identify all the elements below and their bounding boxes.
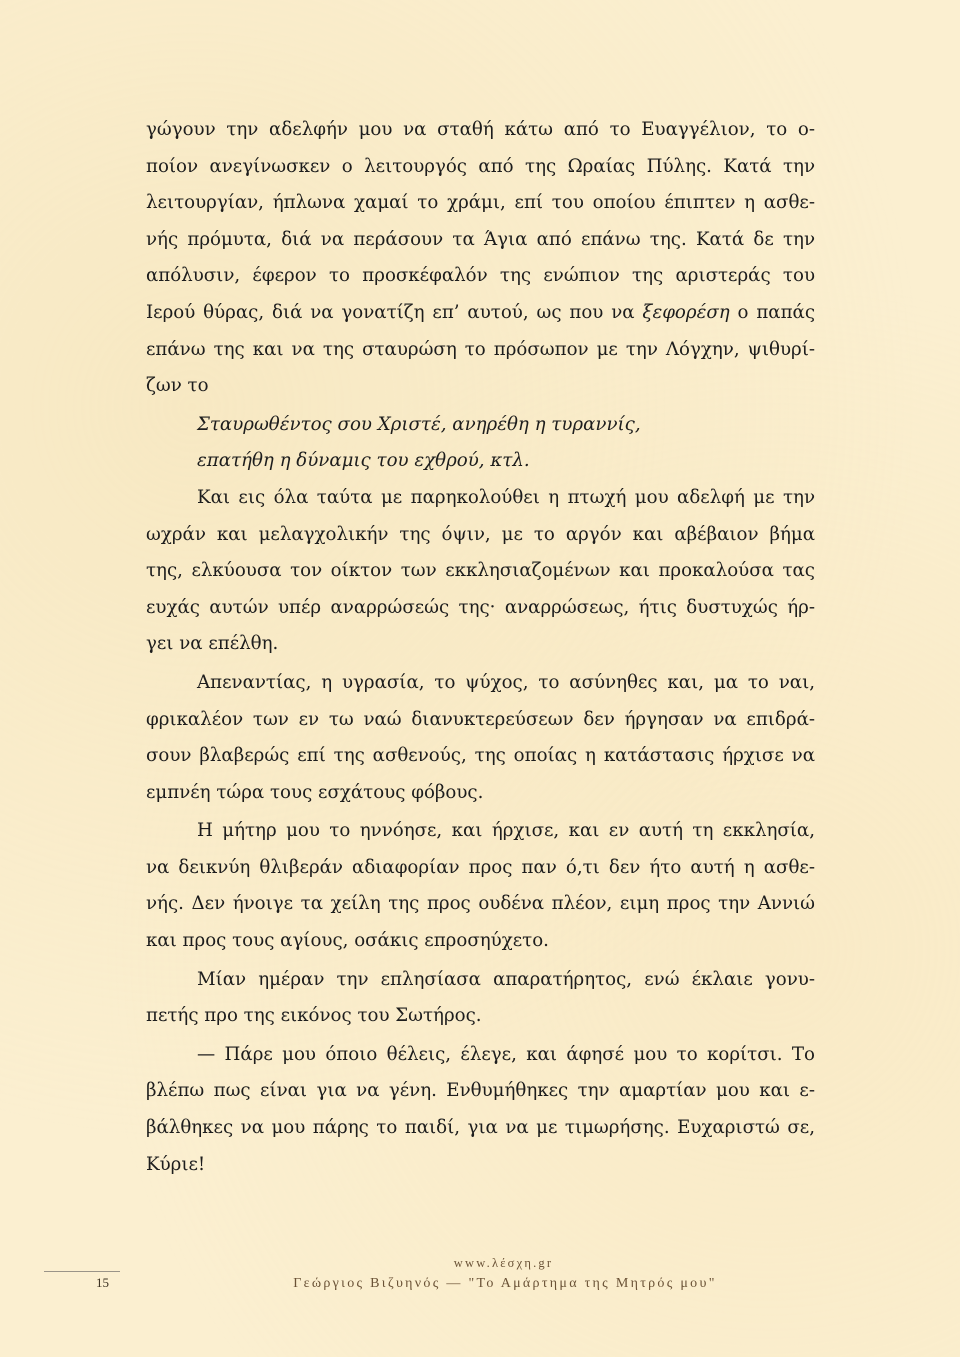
text-line: ωχράν και μελαγχολικήν της όψιν, με το αργόν και αβέβαιον βήμα [146,523,815,545]
text-line: απόλυσιν, έφερον το προσκέφαλόν της ενώπιον της αριστεράς του [146,265,815,287]
text-line: Η μήτηρ μου το ηννόησε, και ήρχισε, και εν αυτή τη εκκλησία, [197,820,815,842]
text-segment: ο παπάς [729,301,815,323]
text-line: νής. Δεν ήνοιγε τα χείλη της προς ουδένα πλέον, ειμη προς την Αννιώ [146,893,815,915]
page-number: 15 [96,1275,109,1290]
text-line: λειτουργίαν, ήπλωνα χαμαί το χράμι, επί του οποίου έπιπτεν η ασθε- [146,192,815,214]
text-line: της, ελκύουσα τον οίκτον των εκκλησιαζομένων και προκαλούσα τας [146,560,815,582]
text-line: Κύριε! [146,1153,206,1175]
paragraph-5 [146,962,815,1035]
footer-divider [44,1271,120,1272]
paragraph-3 [146,665,815,811]
paragraph-1 [146,112,815,405]
text-line: εμπνέη τώρα τους εσχάτους φόβους. [146,781,484,803]
quote-line: επατήθη η δύναμις του εχθρού, κτλ. [197,450,530,472]
text-segment: Ιερού θύρας, διά να γονατίζη επ’ αυτού, ως που να [146,301,643,323]
text-line: επάνω της και να της σταυρώση το πρόσωπον με την Λόγχην, ψιθυρί- [146,338,815,360]
text-line: πετής προ της εικόνος του Σωτήρος. [146,1005,482,1027]
text-line: ζων το [146,375,209,397]
emphasized-word: ξεφορέση [642,301,730,323]
text-line: Μίαν ημέραν την επλησίασα απαρατήρητος, ενώ έκλαιε γονυ- [197,968,815,990]
text-line: ποίον ανεγίνωσκεν ο λειτουργός από της Ωραίας Πύλης. Κατά την [146,155,815,177]
text-line: ευχάς αυτών υπέρ αναρρώσεώς της· αναρρώσεως, ήτις δυστυχώς ήρ- [146,596,815,618]
footer-website: www.λέσχη.gr [453,1256,554,1270]
text-line: γώγουν την αδελφήν μου να σταθή κάτω από το Ευαγγέλιον, το ο- [146,119,815,140]
text-line: — Πάρε μου όποιο θέλεις, έλεγε, και άφησέ μου το κορίτσι. Το [197,1043,815,1065]
paragraph-4 [146,813,815,959]
text-line: βλέπω πως είναι για να γένη. Ενθυμήθηκες την αμαρτίαν μου και ε- [146,1080,815,1102]
footer-book-title: Γεώργιος Βιζυηνός — "Το Αμάρτημα της Μητρός μου" [293,1276,717,1291]
text-line: και προς τους αγίους, οσάκις επροσηύχετο. [146,930,549,952]
liturgical-quote [146,407,815,480]
paragraph-6 [146,1037,815,1183]
text-line: γει να επέλθη. [146,633,279,655]
text-line: να δεικνύη θλιβεράν αδιαφορίαν προς παν ό,τι δεν ήτο αυτή η ασθε- [146,856,815,878]
text-line: νής πρόμυτα, διά να περάσουν τα Άγια από επάνω της. Κατά δε την [146,228,815,250]
text-line: Και εις όλα ταύτα με παρηκολούθει η πτωχή μου αδελφή με την [197,486,815,508]
page-body [146,112,815,1183]
text-line: φρικαλέον των εν τω ναώ διανυκτερεύσεων δεν ήργησαν να επιδρά- [146,708,815,730]
text-line: σουν βλαβερώς επί της ασθενούς, της οποίας η κατάστασις ήρχισε να [146,745,815,767]
text-line: Απεναντίας, η υγρασία, το ψύχος, το ασύνηθες και, μα το ναι, [197,671,815,693]
text-line: βάλθηκες να μου πάρης το παιδί, για να με τιμωρήσης. Ευχαριστώ σε, [146,1117,815,1139]
quote-line: Σταυρωθέντος σου Χριστέ, ανηρέθη η τυραννίς, [197,413,641,435]
text-line [146,295,815,332]
paragraph-2 [146,480,815,663]
